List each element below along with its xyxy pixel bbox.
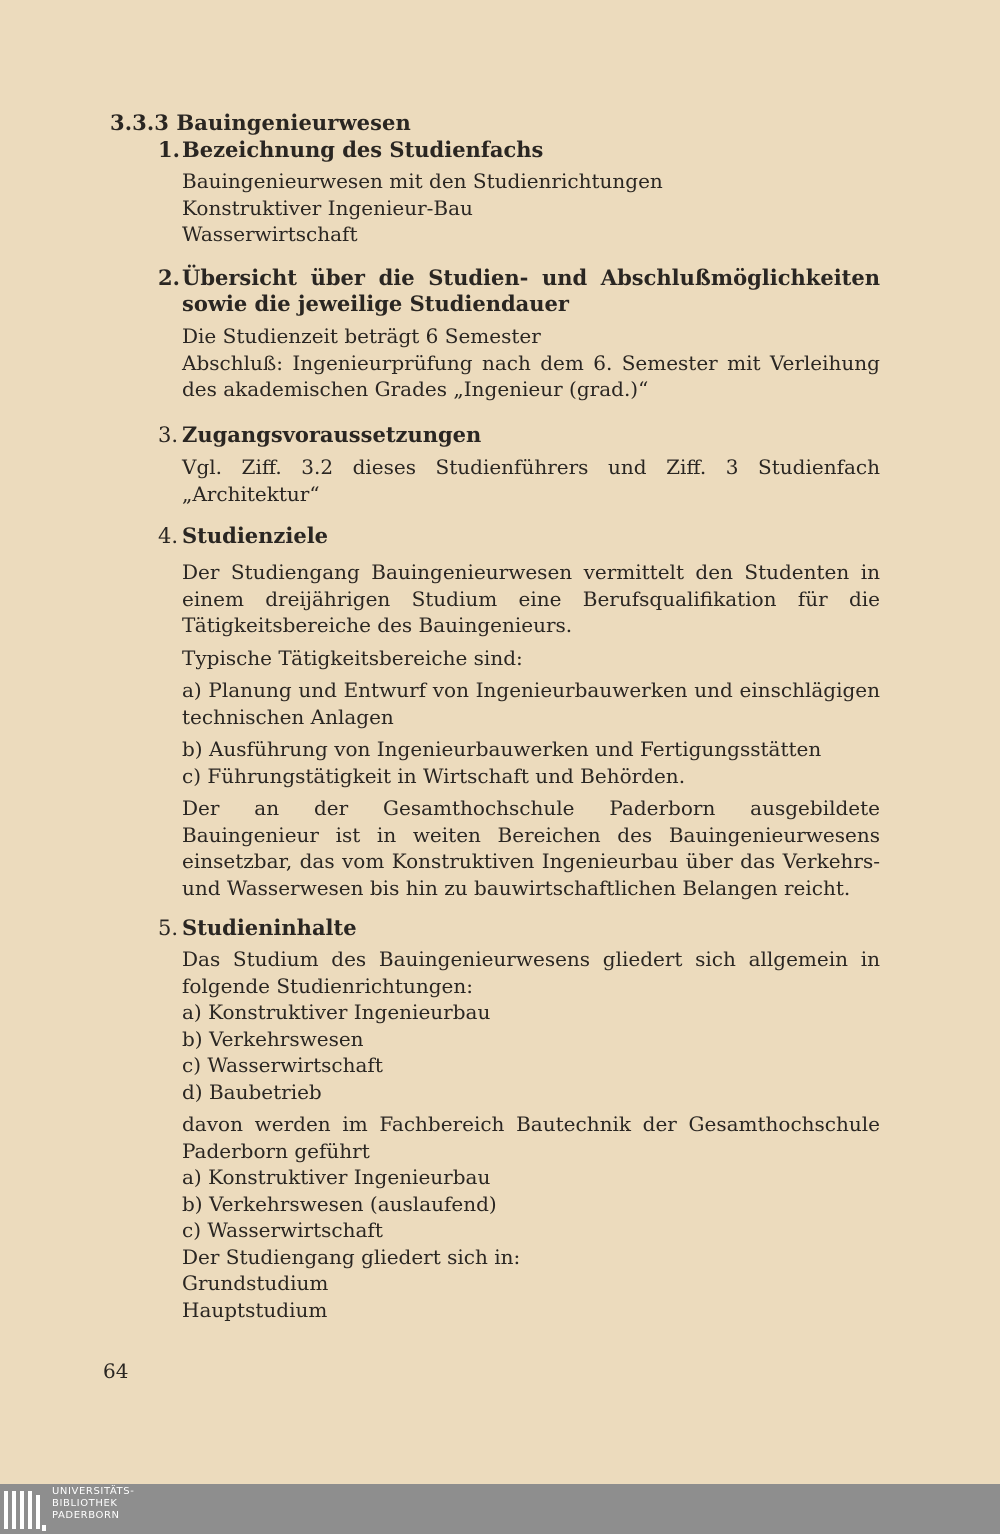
- item-5-list-item: c) Wasserwirtschaft: [182, 1053, 383, 1077]
- item-4-list-item: c) Führungstätigkeit in Wirtschaft und Behörden.: [182, 763, 686, 788]
- item-5: [158, 915, 880, 1323]
- item-3-heading: [158, 422, 880, 448]
- item-2-number: 2.: [158, 265, 180, 290]
- item-3-body: [158, 454, 880, 507]
- item-1-number: 1.: [158, 137, 180, 162]
- item-2: [158, 265, 880, 403]
- item-1: [158, 137, 880, 248]
- item-5-list-item: a) Konstruktiver Ingenieurbau: [182, 1000, 491, 1024]
- item-1-title: Bezeichnung des Studienfachs: [182, 137, 544, 162]
- item-2-line: Die Studienzeit beträgt 6 Semester: [182, 324, 541, 348]
- item-2-title: Übersicht über die Studien- und Abschlußmöglichkeiten sowie die jeweilige Studiendauer: [182, 265, 880, 316]
- section-number: 3.3.3: [110, 110, 169, 135]
- item-4-title: Studienziele: [182, 523, 329, 548]
- item-2-body: [158, 323, 880, 403]
- item-4-heading: [158, 523, 880, 549]
- section-title: Bauingenieurwesen: [176, 110, 411, 135]
- logo-line: PADERBORN: [52, 1510, 120, 1521]
- item-5-line: Der Studiengang gliedert sich in:: [182, 1244, 521, 1269]
- item-3-title: Zugangsvoraussetzungen: [182, 422, 482, 447]
- item-5-paragraph: Das Studium des Bauingenieurwesens gliedert sich allgemein in folgende Studienrichtungen:: [182, 947, 880, 998]
- item-4-number: 4.: [158, 524, 179, 548]
- logo-line: UNIVERSITÄTS-: [52, 1486, 135, 1497]
- library-logo-icon: [4, 1487, 46, 1531]
- item-3-number: 3.: [158, 423, 179, 447]
- item-5-list-item: b) Verkehrswesen: [182, 1026, 364, 1051]
- item-5-list-item: c) Wasserwirtschaft: [182, 1218, 383, 1242]
- item-3: [158, 422, 880, 507]
- item-4-intro: Typische Tätigkeitsbereiche sind:: [182, 645, 523, 670]
- item-1-body: [158, 168, 880, 248]
- item-1-line: Konstruktiver Ingenieur-Bau: [182, 195, 473, 220]
- item-4-body: [158, 559, 880, 901]
- item-1-line: Wasserwirtschaft: [182, 222, 358, 246]
- logo-line: BIBLIOTHEK: [52, 1498, 118, 1509]
- item-5-list-item: a) Konstruktiver Ingenieurbau: [182, 1165, 491, 1189]
- item-5-number: 5.: [158, 916, 179, 940]
- item-4-list-item: b) Ausführung von Ingenieurbauwerken und Fertigungsstätten: [182, 737, 822, 761]
- item-5-line: Grundstudium: [182, 1271, 329, 1295]
- section-heading: [110, 110, 411, 135]
- item-5-body: [158, 946, 880, 1323]
- item-2-heading: [158, 265, 880, 317]
- item-5-line: Hauptstudium: [182, 1297, 328, 1322]
- item-3-paragraph: Vgl. Ziff. 3.2 dieses Studienführers und Ziff. 3 Studienfach „Architektur“: [182, 455, 880, 506]
- item-2-paragraph: Abschluß: Ingenieurprüfung nach dem 6. Semester mit Verleihung des akademischen Grades „Ingenieur (grad.)“: [182, 350, 880, 401]
- item-5-list-item: b) Verkehrswesen (auslaufend): [182, 1191, 497, 1216]
- item-5-heading: [158, 915, 880, 941]
- library-logo-text: [52, 1486, 134, 1522]
- item-4-paragraph: Der Studiengang Bauingenieurwesen vermittelt den Studenten in einem dreijährigen Studium eine Berufsqualifikation für die Tätigkeitsbereiche des Bauingenieurs.: [182, 560, 880, 637]
- item-4-paragraph: Der an der Gesamthochschule Paderborn ausgebildete Bauingenieur ist in weiten Bereichen des Bauingenieurwesens einsetzbar, das vom Konstruktiven Ingenieurbau über das Verkehrs- und Wasserwesen bis hin zu bauwirtschaftlichen Belangen reicht.: [182, 796, 880, 900]
- page-number: 64: [103, 1359, 129, 1383]
- item-4: [158, 523, 880, 901]
- item-5-title: Studieninhalte: [182, 915, 357, 940]
- item-5-paragraph: davon werden im Fachbereich Bautechnik der Gesamthochschule Paderborn geführt: [182, 1112, 880, 1163]
- item-5-list-item: d) Baubetrieb: [182, 1079, 322, 1104]
- library-footer: [0, 1484, 1000, 1534]
- item-4-list-item: a) Planung und Entwurf von Ingenieurbauwerken und einschlägigen technischen Anlagen: [182, 678, 880, 729]
- item-1-heading: [158, 137, 880, 163]
- item-1-line: Bauingenieurwesen mit den Studienrichtungen: [182, 169, 663, 193]
